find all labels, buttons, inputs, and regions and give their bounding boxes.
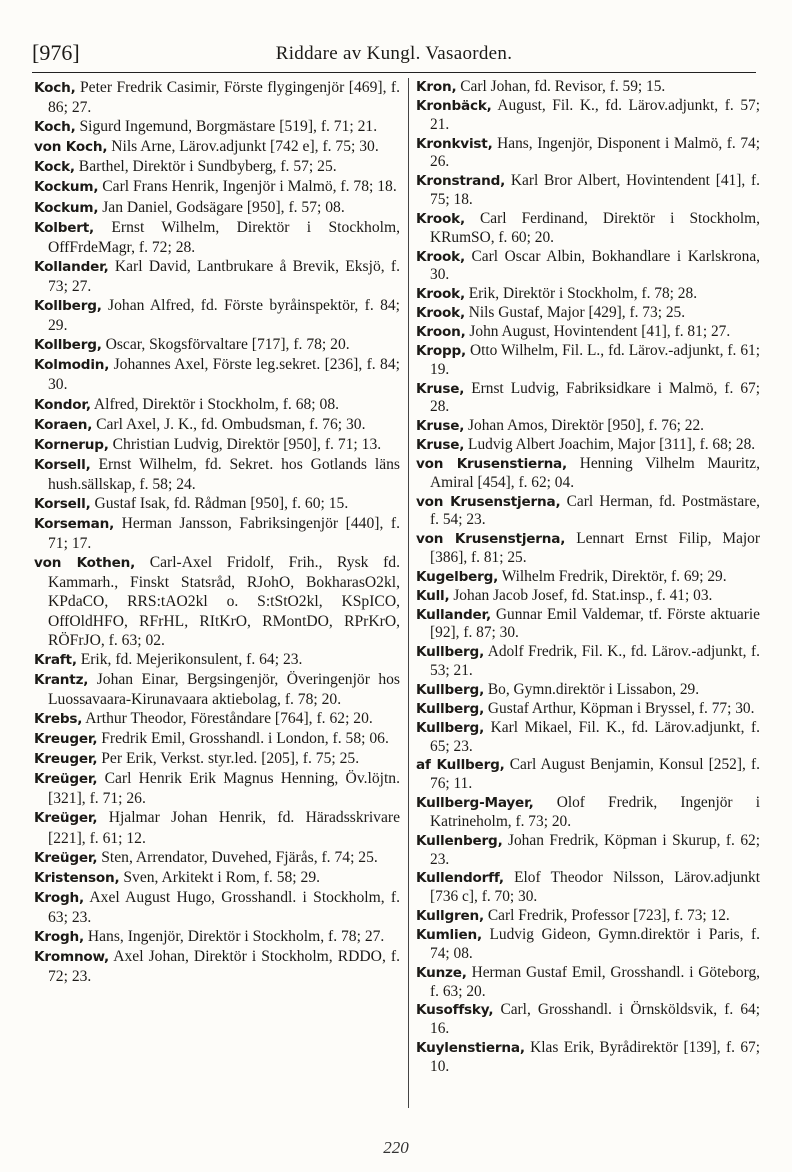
entry-details: Wilhelm Fredrik, Direktör, f. 69; 29.	[498, 567, 727, 585]
page-number: [976]	[32, 40, 80, 65]
entry-surname: Kondor,	[34, 396, 91, 413]
entry-details: Ernst Wilhelm, Direktör i Stockholm, OffFrdeMagr, f. 72; 28.	[48, 218, 400, 256]
register-entry	[416, 493, 760, 531]
entry-details: Nils Arne, Lärov.adjunkt [742 e], f. 75; 30.	[107, 138, 379, 156]
register-entry	[416, 1039, 760, 1077]
entry-details: Nils Gustaf, Major [429], f. 73; 25.	[464, 304, 686, 322]
register-entry	[416, 135, 760, 173]
entry-surname: Kreüger,	[34, 771, 98, 788]
entry-details: Johannes Axel, Förste leg.sekret. [236], f. 84; 30.	[48, 356, 400, 394]
entry-details: Ludvig Albert Joachim, Major [311], f. 68; 28.	[464, 436, 756, 454]
register-entry	[34, 198, 400, 218]
register-entry	[416, 530, 760, 568]
entry-surname: Kolbert,	[34, 219, 95, 236]
entry-surname: Kreuger,	[34, 751, 98, 768]
footer-page-number: 220	[383, 1138, 409, 1157]
running-title: Riddare av Kungl. Vasaorden.	[275, 43, 513, 64]
entry-details: Gunnar Emil Valdemar, tf. Förste aktuarie [92], f. 87; 30.	[430, 605, 760, 642]
register-entry	[416, 832, 760, 870]
entry-surname: Kronbäck,	[416, 97, 492, 114]
register-entry	[416, 700, 760, 719]
entry-surname: Kockum,	[34, 199, 99, 216]
entry-details: Sven, Arkitekt i Rom, f. 58; 29.	[119, 868, 321, 886]
entry-details: Ludvig Gideon, Gymn.direktör i Paris, f. 74; 08.	[430, 925, 760, 962]
register-entry	[34, 553, 400, 649]
left-column	[34, 78, 400, 986]
entry-details: Carl, Grosshandl. i Örnsköldsvik, f. 64; 16.	[430, 1001, 760, 1038]
register-entry	[34, 749, 400, 769]
entry-details: Ernst Ludvig, Fabriksidkare i Malmö, f. 67; 28.	[430, 379, 760, 416]
entry-surname: Kullendorff,	[416, 870, 504, 887]
register-entry	[34, 709, 400, 729]
entry-details: Karl David, Lantbrukare å Brevik, Eksjö, f. 73; 27.	[48, 257, 400, 295]
entry-surname: Kullberg-Mayer,	[416, 795, 534, 812]
register-entry	[34, 78, 400, 117]
entry-details: Klas Erik, Byrådirektör [139], f. 67; 10.	[430, 1039, 760, 1075]
entry-surname: Kuylenstierna,	[416, 1040, 525, 1057]
entry-details: Henning Vilhelm Mauritz, Amiral [454], f. 62; 04.	[430, 454, 760, 491]
entry-details: Fredrik Emil, Grosshandl. i London, f. 58; 06.	[97, 730, 389, 748]
register-entry	[416, 380, 760, 418]
entry-details: Herman Gustaf Emil, Grosshandl. i Göteborg, f. 63; 20.	[430, 963, 760, 1000]
entry-details: Carl Frans Henrik, Ingenjör i Malmö, f. 78; 18.	[98, 178, 397, 196]
entry-details: Carl Henrik Erik Magnus Henning, Öv.löjtn. [321], f. 71; 26.	[48, 770, 400, 808]
register-entry	[416, 907, 760, 926]
entry-surname: Krook,	[416, 210, 465, 227]
register-entry	[416, 794, 760, 832]
page-header	[32, 40, 756, 70]
entry-details: Carl Herman, fd. Postmästare, f. 54; 23.	[430, 492, 760, 529]
entry-surname: Kruse,	[416, 437, 465, 454]
entry-surname: Krook,	[416, 286, 465, 303]
register-entry	[416, 964, 760, 1002]
entry-details: Johan Fredrik, Köpman i Skurup, f. 62; 23.	[430, 831, 760, 868]
register-entry	[34, 729, 400, 749]
register-entry	[34, 335, 400, 355]
register-entry	[34, 808, 400, 847]
entry-details: Axel August Hugo, Grosshandl. i Stockholm, f. 63; 23.	[48, 888, 400, 926]
register-entry	[416, 172, 760, 210]
entry-surname: Kockum,	[34, 179, 99, 196]
entry-surname: Kullberg,	[416, 644, 485, 661]
register-entry	[34, 415, 400, 435]
entry-details: Arthur Theodor, Föreståndare [764], f. 62; 20.	[82, 710, 373, 727]
register-entry	[416, 210, 760, 248]
entry-details: Lennart Ernst Filip, Major [386], f. 81; 25.	[430, 530, 760, 567]
entry-details: Gustaf Arthur, Köpman i Bryssel, f. 77; 30.	[484, 699, 755, 717]
register-entry	[416, 323, 760, 342]
entry-surname: Kruse,	[416, 418, 465, 435]
entry-surname: Kusoffsky,	[416, 1002, 494, 1019]
register-entry	[416, 304, 760, 323]
entry-surname: Kull,	[416, 587, 450, 604]
register-entry	[34, 927, 400, 947]
register-entry	[416, 285, 760, 304]
entry-surname: von Koch,	[34, 139, 108, 156]
entry-surname: Krebs,	[34, 711, 83, 727]
entry-surname: Kunze,	[416, 964, 467, 981]
entry-surname: Kruse,	[416, 380, 465, 397]
entry-details: Barthel, Direktör i Sundbyberg, f. 57; 25.	[74, 158, 337, 176]
entry-surname: Kromnow,	[34, 949, 110, 966]
register-entry	[416, 417, 760, 436]
register-entry	[34, 494, 400, 514]
entry-surname: Kullberg,	[416, 682, 485, 698]
entry-surname: Krook,	[416, 248, 465, 265]
register-entry	[34, 218, 400, 257]
entry-surname: Kullberg,	[416, 700, 485, 717]
register-entry	[416, 681, 760, 700]
entry-surname: Korsell,	[34, 456, 91, 473]
entry-details: Bo, Gymn.direktör i Lissabon, 29.	[484, 681, 700, 698]
entry-surname: af Kullberg,	[416, 757, 505, 774]
entry-surname: Kraft,	[34, 651, 77, 668]
register-entry	[34, 868, 400, 888]
entry-details: Axel Johan, Direktör i Stockholm, RDDO, f. 72; 23.	[48, 948, 400, 986]
entry-details: Ernst Wilhelm, fd. Sekret. hos Gotlands läns hush.sällskap, f. 58; 24.	[48, 455, 400, 493]
entry-surname: Kropp,	[416, 342, 467, 359]
entry-details: Carl Ferdinand, Direktör i Stockholm, KRumSO, f. 60; 20.	[430, 209, 760, 246]
entry-surname: Kullenberg,	[416, 832, 503, 849]
register-entry	[34, 296, 400, 335]
entry-surname: von Krusenstjerna,	[416, 531, 566, 548]
entry-details: Jan Daniel, Godsägare [950], f. 57; 08.	[98, 198, 345, 216]
entry-details: Carl Fredrik, Professor [723], f. 73; 12.	[484, 907, 730, 925]
entry-surname: Krook,	[416, 305, 465, 322]
entry-surname: Kron,	[416, 79, 457, 95]
entry-surname: von Krusenstjerna,	[416, 493, 561, 510]
register-entry	[416, 97, 760, 135]
register-entry	[416, 455, 760, 493]
register-entry	[416, 606, 760, 644]
entry-details: Erik, fd. Mejerikonsulent, f. 64; 23.	[76, 650, 303, 668]
register-entry	[34, 848, 400, 868]
entry-details: Carl Johan, fd. Revisor, f. 59; 15.	[456, 78, 666, 95]
entry-details: Alfred, Direktör i Stockholm, f. 68; 08.	[90, 395, 340, 413]
entry-surname: von Krusenstierna,	[416, 455, 567, 472]
register-entry	[416, 643, 760, 681]
entry-surname: Koch,	[34, 119, 76, 136]
entry-details: Per Erik, Verkst. styr.led. [205], f. 75; 25.	[97, 750, 360, 768]
entry-surname: Kronkvist,	[416, 135, 493, 152]
register-entry	[34, 117, 400, 137]
register-entry	[34, 888, 400, 927]
entry-surname: Kock,	[34, 159, 75, 176]
entry-details: Adolf Fredrik, Fil. K., fd. Lärov.-adjunkt, f. 53; 21.	[430, 643, 760, 680]
register-entry	[34, 177, 400, 197]
entry-details: Hans, Ingenjör, Direktör i Stockholm, f. 78; 27.	[83, 928, 385, 946]
entry-surname: Kugelberg,	[416, 568, 499, 585]
entry-surname: Korsell,	[34, 495, 91, 512]
entry-surname: Kornerup,	[34, 436, 109, 453]
entry-details: Carl Axel, J. K., fd. Ombudsman, f. 76; 30.	[92, 415, 366, 433]
entry-surname: Kristenson,	[34, 869, 120, 886]
entry-surname: Korseman,	[34, 516, 115, 533]
register-entry	[416, 1001, 760, 1039]
entry-details: Otto Wilhelm, Fil. L., fd. Lärov.-adjunkt, f. 61; 19.	[430, 341, 760, 378]
entry-surname: Kumlien,	[416, 926, 482, 943]
entry-surname: Kullander,	[416, 606, 491, 623]
register-entry	[34, 257, 400, 296]
entry-surname: Krogh,	[34, 929, 84, 946]
entry-surname: Kollberg,	[34, 298, 102, 315]
entry-details: Carl August Benjamin, Konsul [252], f. 76; 11.	[430, 756, 760, 793]
register-entry	[34, 355, 400, 394]
register-entry	[416, 719, 760, 757]
entry-surname: Kreüger,	[34, 810, 98, 827]
entry-details: John August, Hovintendent [41], f. 81; 27.	[465, 322, 731, 340]
entry-surname: Kroon,	[416, 323, 466, 340]
entry-surname: Koch,	[34, 80, 76, 96]
register-entry	[416, 926, 760, 964]
entry-surname: Kullberg,	[416, 719, 485, 736]
register-entry	[416, 756, 760, 794]
register-entry	[34, 514, 400, 553]
entry-details: Carl Oscar Albin, Bokhandlare i Karlskrona, 30.	[430, 247, 760, 284]
entry-surname: Kreuger,	[34, 731, 98, 748]
entry-details: Karl Mikael, Fil. K., fd. Lärov.adjunkt, f. 65; 23.	[430, 718, 760, 755]
entry-details: Carl-Axel Fridolf, Frih., Rysk fd. Kammarh., Finskt Statsråd, RJohO, BokharasO2kl, KPdaCO, RRS:tAO2kl o. S:tStO2kl, KSpICO, OffOldHFO, RFrHL, RItKrO, RMontDO, RPrKrO, RÖFrJO, f. 63; 02.	[48, 554, 401, 649]
register-entry	[34, 157, 400, 177]
register-entry	[416, 248, 760, 286]
right-column	[416, 78, 760, 1077]
entry-surname: Kolmodin,	[34, 357, 110, 374]
register-entry	[34, 435, 400, 455]
register-entry	[416, 78, 760, 97]
entry-details: Hjalmar Johan Henrik, fd. Häradsskrivare [221], f. 61; 12.	[48, 809, 400, 847]
register-entry	[34, 769, 400, 808]
entry-details: Erik, Direktör i Stockholm, f. 78; 28.	[464, 285, 698, 303]
entry-surname: Koraen,	[34, 416, 93, 433]
entry-details: Oscar, Skogsförvaltare [717], f. 78; 20.	[101, 336, 350, 354]
entry-details: Olof Fredrik, Ingenjör i Katrineholm, f. 73; 20.	[430, 794, 760, 830]
register-entry	[34, 137, 400, 157]
entry-details: Elof Theodor Nilsson, Lärov.adjunkt [736 c], f. 70; 30.	[430, 869, 760, 906]
entry-details: Johan Jacob Josef, fd. Stat.insp., f. 41; 03.	[449, 586, 713, 604]
entry-surname: Kullgren,	[416, 908, 484, 925]
register-entry	[34, 455, 400, 494]
entry-details: August, Fil. K., fd. Lärov.adjunkt, f. 57; 21.	[430, 96, 760, 133]
register-entry	[416, 342, 760, 380]
register-entry	[416, 436, 760, 455]
entry-details: Sigurd Ingemund, Borgmästare [519], f. 71; 21.	[75, 118, 378, 136]
entry-details: Hans, Ingenjör, Disponent i Malmö, f. 74; 26.	[430, 134, 760, 171]
entry-details: Gustaf Isak, fd. Rådman [950], f. 60; 15.	[90, 494, 349, 512]
register-entry	[416, 587, 760, 606]
entry-surname: Krogh,	[34, 889, 84, 906]
register-entry	[34, 670, 400, 709]
entry-details: Karl Bror Albert, Hovintendent [41], f. 75; 18.	[430, 172, 760, 209]
entry-details: Christian Ludvig, Direktör [950], f. 71; 13.	[108, 435, 382, 453]
entry-surname: von Kothen,	[34, 555, 136, 572]
register-entry	[34, 395, 400, 415]
header-rule	[32, 72, 756, 73]
entry-details: Herman Jansson, Fabriksingenjör [440], f. 71; 17.	[48, 515, 400, 553]
entry-details: Johan Alfred, fd. Förste byråinspektör, f. 84; 29.	[48, 297, 400, 335]
entry-surname: Kronstrand,	[416, 173, 506, 190]
entry-details: Johan Amos, Direktör [950], f. 76; 22.	[464, 417, 705, 435]
entry-surname: Kollander,	[34, 258, 109, 275]
entry-details: Peter Fredrik Casimir, Förste flygingenjör [469], f. 86; 27.	[48, 79, 400, 117]
entry-details: Johan Einar, Bergsingenjör, Överingenjör hos Luossavaara-Kirunavaara aktiebolag, f. 78; 20.	[48, 670, 400, 708]
register-entry	[416, 869, 760, 907]
entry-surname: Krantz,	[34, 671, 89, 688]
register-entry	[34, 650, 400, 670]
register-entry	[416, 568, 760, 587]
column-divider	[408, 78, 409, 1108]
register-entry	[34, 947, 400, 986]
entry-details: Sten, Arrendator, Duvehed, Fjärås, f. 74; 25.	[97, 848, 378, 866]
entry-surname: Kreüger,	[34, 849, 98, 866]
entry-surname: Kollberg,	[34, 337, 102, 354]
